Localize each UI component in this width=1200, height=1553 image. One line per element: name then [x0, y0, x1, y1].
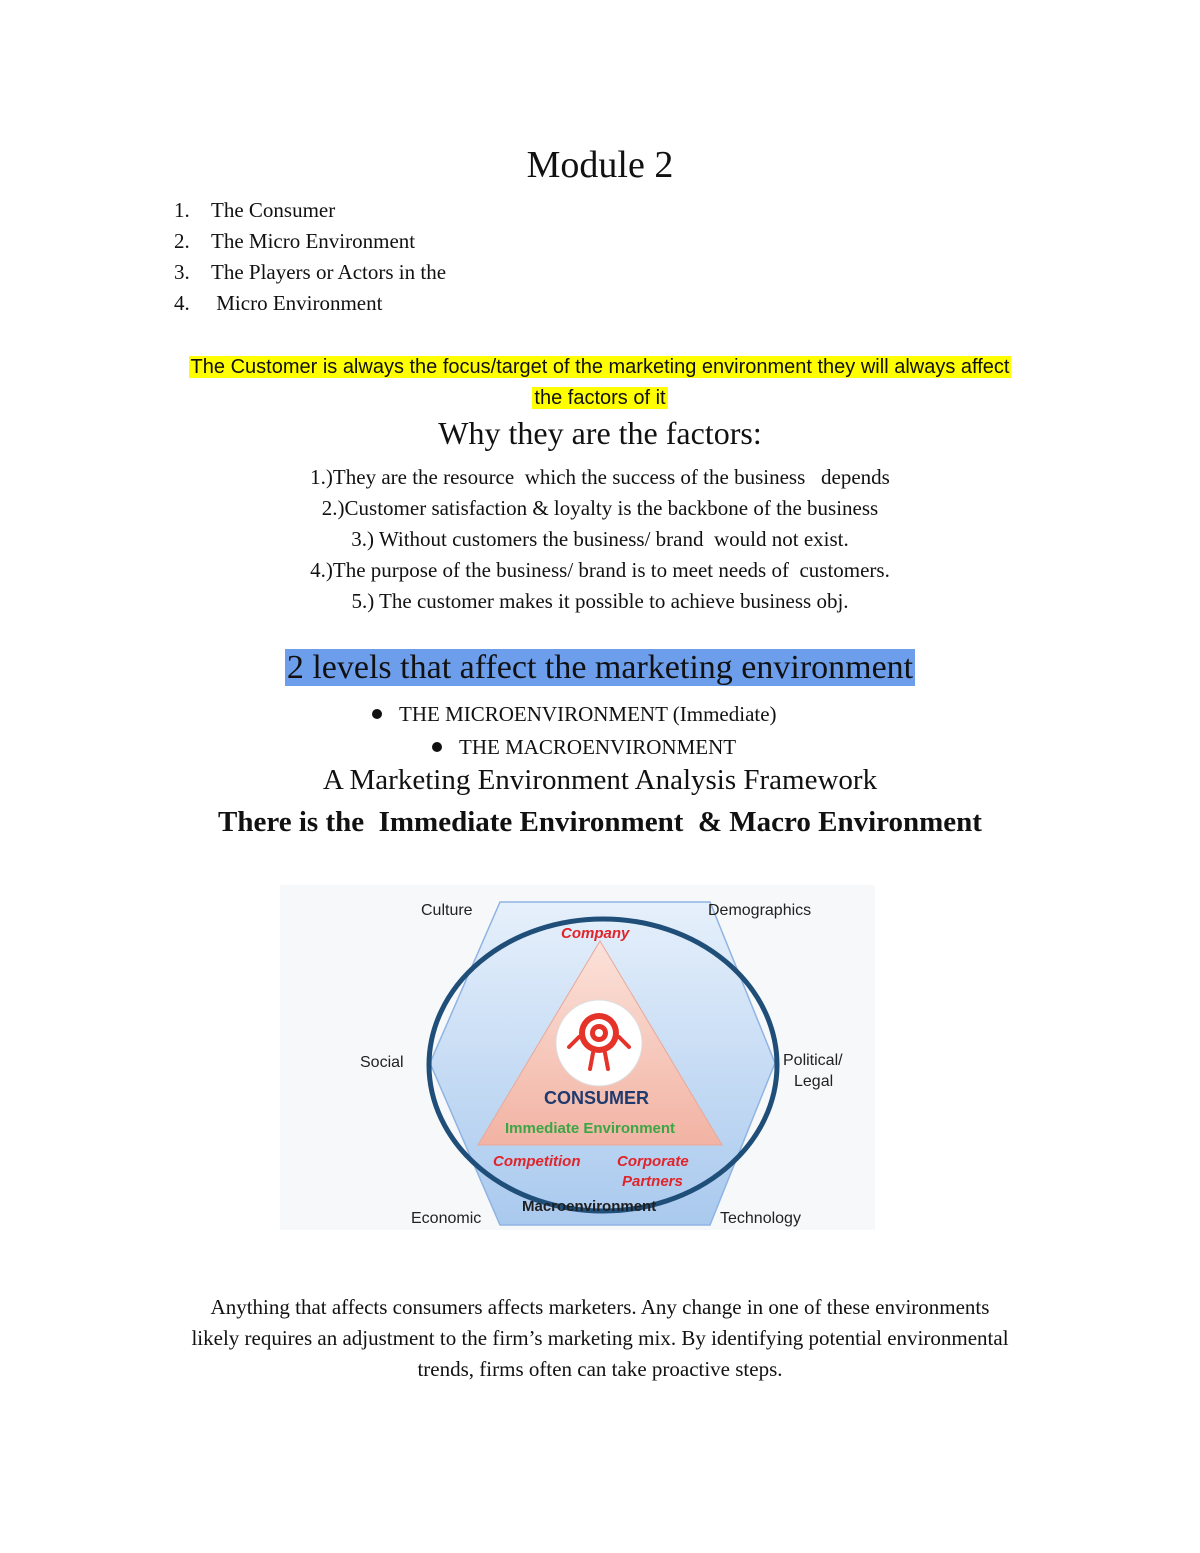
- immediate-environment-label: Immediate Environment: [505, 1120, 676, 1137]
- reason-item: 5.) The customer makes it possible to achieve business obj.: [351, 589, 849, 613]
- macroenvironment-label: Macroenvironment: [522, 1198, 657, 1215]
- list-number: 4.: [174, 291, 190, 315]
- why-heading: Why they are the factors:: [438, 415, 762, 451]
- bullet-item: [432, 731, 736, 764]
- list-item: [174, 195, 446, 226]
- closing-paragraph: [0, 1292, 1200, 1385]
- consumer-label: CONSUMER: [544, 1088, 650, 1108]
- levels-heading-text: 2 levels that affect the marketing environment: [286, 649, 914, 686]
- economic-label: Economic: [411, 1210, 482, 1227]
- levels-heading: [0, 649, 1200, 687]
- list-number: 3.: [174, 260, 190, 284]
- culture-label: Culture: [421, 902, 473, 919]
- closing-line-1: Anything that affects consumers affects marketers. Any change in one of these environments: [210, 1295, 990, 1319]
- list-number: 2.: [174, 229, 190, 253]
- list-text: The Players or Actors in the: [211, 260, 447, 284]
- list-text: The Micro Environment: [211, 229, 416, 253]
- environment-heading: There is the Immediate Environment & Macro Environment: [218, 806, 982, 838]
- bullet-item: [372, 698, 777, 731]
- demographics-label: Demographics: [708, 902, 812, 919]
- highlighted-note: [0, 352, 1200, 414]
- highlight-line-1: The Customer is always the focus/target of the marketing environment they will always affect: [190, 356, 1010, 378]
- topic-list: [174, 195, 446, 319]
- reason-item: 2.)Customer satisfaction & loyalty is the backbone of the business: [321, 496, 879, 520]
- diagram-svg: [280, 885, 875, 1230]
- reason-item: 4.)The purpose of the business/ brand is to meet needs of customers.: [310, 558, 890, 582]
- bullet-icon: [432, 742, 442, 752]
- highlight-line-2: the factors of it: [534, 387, 666, 409]
- technology-label: Technology: [720, 1210, 801, 1227]
- social-label: Social: [360, 1054, 404, 1071]
- bullet-icon: [372, 709, 382, 719]
- list-item: [174, 226, 446, 257]
- list-text: Micro Environment: [211, 291, 383, 315]
- framework-heading: A Marketing Environment Analysis Framework: [322, 764, 878, 796]
- list-item: [174, 288, 446, 319]
- legal-label: Legal: [794, 1073, 834, 1090]
- page-title: Module 2: [526, 144, 674, 186]
- competition-label: Competition: [493, 1153, 581, 1170]
- closing-line-3: trends, firms often can take proactive steps.: [417, 1357, 783, 1381]
- political-label: Political/: [783, 1052, 843, 1069]
- reasons-list: [0, 462, 1200, 617]
- bullet-text: THE MACROENVIRONMENT: [459, 735, 737, 759]
- corporate-label: Corporate: [617, 1153, 689, 1170]
- list-number: 1.: [174, 198, 190, 222]
- reason-item: 3.) Without customers the business/ brand would not exist.: [351, 527, 849, 551]
- company-label: Company: [561, 925, 630, 942]
- marketing-environment-diagram: [280, 885, 875, 1230]
- list-item: [174, 257, 446, 288]
- bullet-text: THE MICROENVIRONMENT (Immediate): [399, 702, 777, 726]
- partners-label: Partners: [622, 1173, 683, 1190]
- reason-item: 1.)They are the resource which the success of the business depends: [310, 465, 890, 489]
- closing-line-2: likely requires an adjustment to the firm’s marketing mix. By identifying potential environmental: [191, 1326, 1009, 1350]
- list-text: The Consumer: [211, 198, 336, 222]
